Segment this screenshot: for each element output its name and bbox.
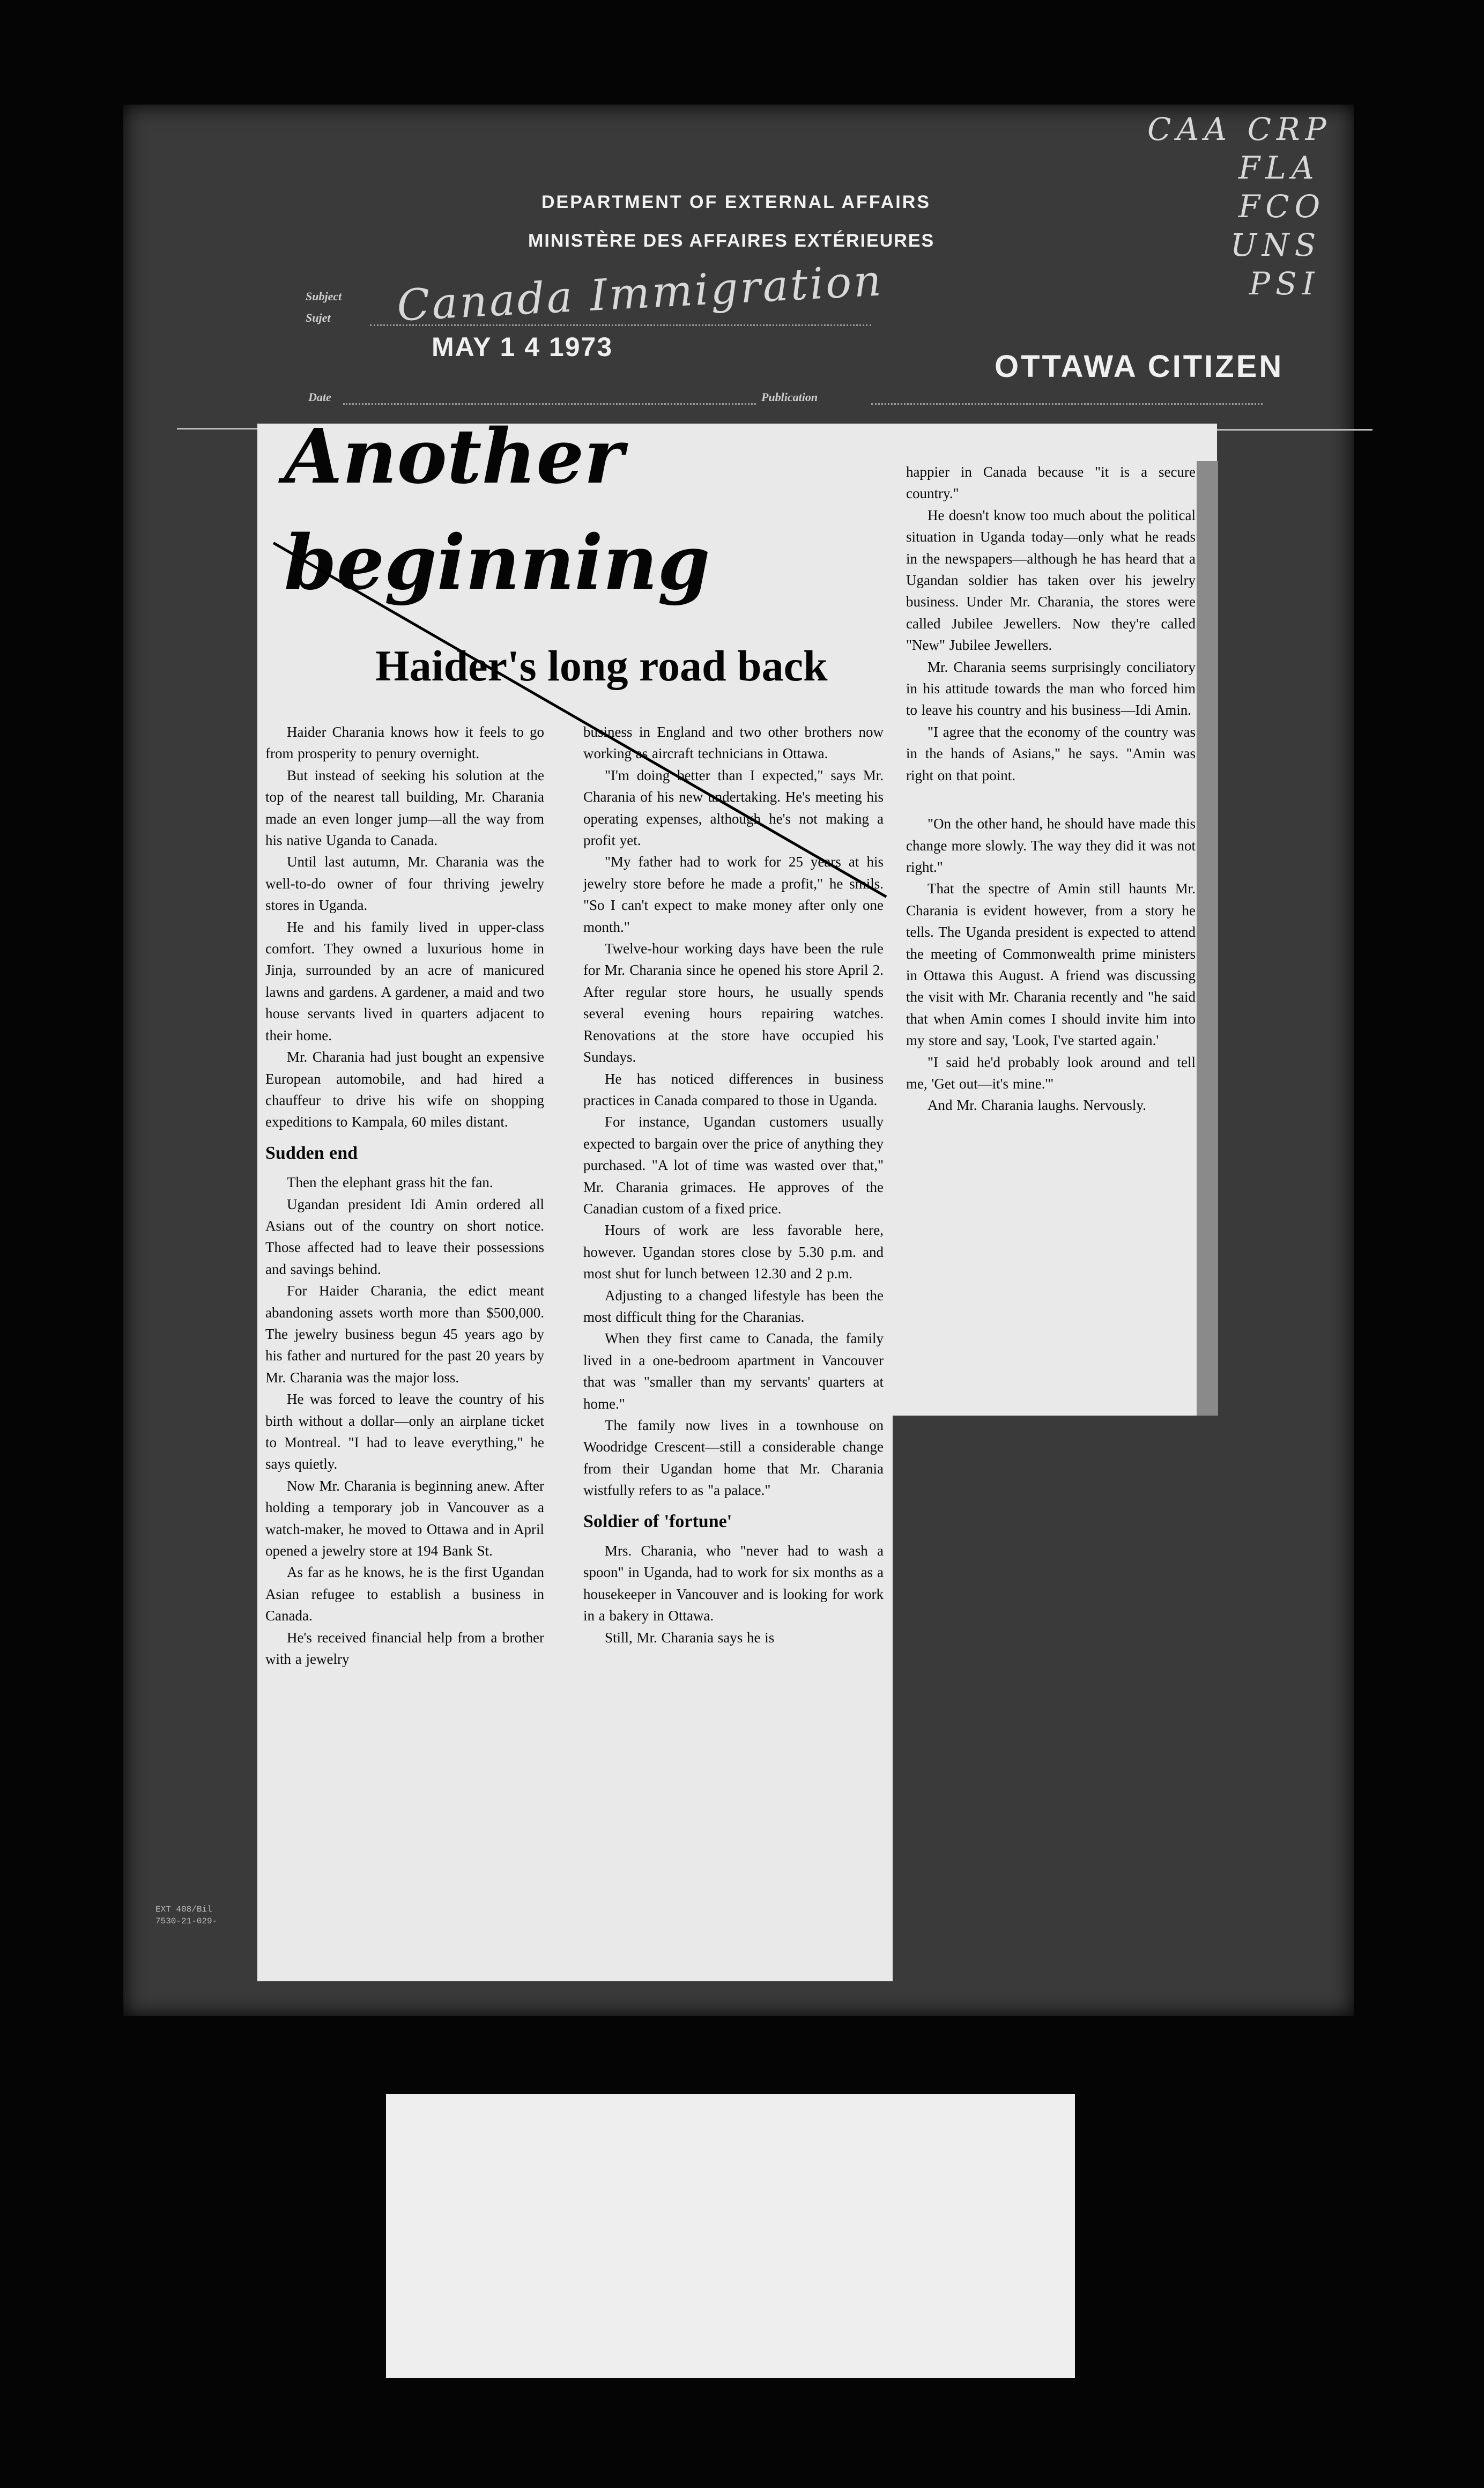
subject-label-en: Subject: [306, 290, 342, 303]
paragraph: But instead of seeking his solution at the top of the nearest tall building, Mr. Charania made an even longer jump—all the way from his native Uganda to Canada.: [265, 767, 544, 849]
article-subhead: Haider's long road back: [375, 641, 828, 690]
publication-stamp: OTTAWA CITIZEN: [995, 349, 1284, 384]
paragraph: Mrs. Charania, who "never had to wash a spoon" in Uganda, had to work for six months as a housekeeper in Vancouver and is looking for work in a bakery in Ottawa.: [583, 1543, 884, 1624]
date-stamp: MAY 1 4 1973: [432, 332, 613, 362]
publication-label: Publication: [761, 390, 818, 404]
paragraph: For instance, Ugandan customers usually expected to bargain over the price of anything they purchased. "A lot of time was wasted over that," Mr. Charania grimaces. He approves of the Canadian custom of a fixed price.: [583, 1114, 884, 1217]
paragraph: Ugandan president Idi Amin ordered all Asians out of the country on short notice. Those affected had to leave their possessions and savings behind.: [265, 1196, 544, 1277]
department-heading-en: DEPARTMENT OF EXTERNAL AFFAIRS: [541, 192, 931, 212]
paragraph: When they first came to Canada, the family lived in a one-bedroom apartment in Vancouver that was "smaller than my servants' quarters at home.": [583, 1330, 884, 1412]
paragraph: Still, Mr. Charania says he is: [605, 1629, 775, 1646]
clipping-edge-shadow: [1197, 461, 1218, 1416]
article-column-2: [583, 721, 884, 1648]
date-label: Date: [308, 390, 331, 404]
paragraph: Twelve-hour working days have been the rule for Mr. Charania since he opened his store April 2. After regular store hours, he usually spends several evening hours repairing watches. Renovations at the store have occupied his Sundays.: [583, 941, 884, 1065]
paragraph: Now Mr. Charania is beginning anew. After holding a temporary job in Vancouver as a watch-maker, he moved to Ottawa and in April opened a jewelry store at 194 Bank St.: [265, 1477, 544, 1559]
subject-line: [370, 324, 871, 326]
publication-line: [871, 403, 1263, 405]
routing-code: FLA: [1238, 150, 1319, 186]
annotation-line: 7530-21-029-: [155, 1916, 218, 1926]
paragraph: He was forced to leave the country of his birth without a dollar—only an airplane ticket to Montreal. "I had to leave everything," he says quietly.: [265, 1391, 544, 1472]
headline-line-1: Another: [284, 413, 624, 501]
blank-card: [386, 2094, 1075, 2378]
paragraph: Adjusting to a changed lifestyle has been the most difficult thing for the Charanias.: [583, 1287, 884, 1325]
headline-line-2: beginning: [284, 519, 710, 607]
routing-code: PSI: [1249, 265, 1320, 302]
margin-annotation: [155, 1904, 217, 1927]
paragraph: "My father had to work for 25 years at his jewelry store before he made a profit," he smils. "So I can't expect to make money after only one month.": [583, 854, 884, 935]
paragraph: Mr. Charania had just bought an expensive European automobile, and had hired a chauffeur to drive his wife on shopping expeditions to Kampala, 60 miles distant.: [265, 1049, 544, 1130]
paragraph: Then the elephant grass hit the fan.: [287, 1174, 493, 1191]
left-margin-rule: [177, 428, 257, 430]
department-heading-fr: MINISTÈRE DES AFFAIRES EXTÉRIEURES: [528, 231, 935, 251]
paragraph: "I'm doing better than I expected," says Mr. Charania of his new undertaking. He's meeting his operating expenses, although he's not making a profit yet.: [583, 767, 884, 849]
section-subheading: Sudden end: [265, 1143, 358, 1163]
paragraph: "On the other hand, he should have made this change more slowly. The way they did it was not right.": [906, 816, 1196, 875]
paragraph: Hours of work are less favorable here, however. Ugandan stores close by 5.30 p.m. and most shut for lunch between 12.30 and 2 p.m.: [583, 1222, 884, 1282]
article-column-3: [906, 461, 1196, 1116]
paragraph: As far as he knows, he is the first Ugandan Asian refugee to establish a business in Canada.: [265, 1564, 544, 1624]
paragraph: He has noticed differences in business practices in Canada compared to those in Uganda.: [583, 1070, 884, 1108]
paragraph: He's received financial help from a brother with a jewelry: [265, 1629, 544, 1668]
paragraph: happier in Canada because "it is a secure country.": [906, 464, 1196, 502]
routing-code: CAA CRP: [1147, 111, 1332, 147]
paragraph: He and his family lived in upper-class comfort. They owned a luxurious home in Jinja, surrounded by an acre of manicured lawns and gardens. A gardener, a maid and two house servants lived in quarters adjacent to their home.: [265, 919, 544, 1043]
paragraph: That the spectre of Amin still haunts Mr. Charania is evident however, from a story he tells. The Uganda president is expected to attend the meeting of Commonwealth prime ministers in Ottawa this August. A friend was discussing the visit with Mr. Charania recently and "he said that when Amin comes I should invite him into my store and say, 'Look, I've started again.': [906, 880, 1196, 1049]
paragraph: Until last autumn, Mr. Charania was the well-to-do owner of four thriving jewelry stores in Uganda.: [265, 854, 544, 914]
annotation-line: EXT 408/Bil: [155, 1905, 212, 1914]
section-subheading: Soldier of 'fortune': [583, 1511, 732, 1531]
subject-handwriting: Canada Immigration: [396, 255, 885, 331]
paragraph: The family now lives in a townhouse on Woodridge Crescent—still a considerable change from their Ugandan home that Mr. Charania wistfully refers to as "a palace.": [583, 1417, 884, 1499]
paragraph: And Mr. Charania laughs. Nervously.: [928, 1097, 1146, 1114]
paragraph: "I said he'd probably look around and tell me, 'Get out—it's mine.'": [906, 1054, 1196, 1092]
date-line: [343, 403, 756, 405]
paragraph: For Haider Charania, the edict meant abandoning assets worth more than $500,000. The jewelry business begun 45 years ago by his father and nurtured for the past 20 years by Mr. Charania was the major loss.: [265, 1283, 544, 1386]
subject-label-fr: Sujet: [306, 311, 331, 324]
routing-codes-handwriting: [1147, 110, 1372, 303]
paragraph: business in England and two other brothers now working as aircraft technicians in Ottawa.: [583, 724, 884, 762]
routing-code: FCO: [1238, 188, 1326, 225]
paragraph: Mr. Charania seems surprisingly conciliatory in his attitude towards the man who forced him to leave his country and his business—Idi Amin.: [906, 658, 1196, 719]
article-column-1: [265, 721, 544, 1670]
paragraph: Haider Charania knows how it feels to go from prosperity to penury overnight.: [265, 724, 544, 762]
paragraph: He doesn't know too much about the political situation in Uganda today—only what he reads in the newspapers—although he has heard that a Ugandan soldier has taken over his jewelry business. Under Mr. Charania, the stores were called Jubilee Jewellers. Now they're called "New" Jubilee Jewellers.: [906, 507, 1196, 654]
routing-code: UNS: [1230, 227, 1322, 263]
paragraph: "I agree that the economy of the country was in the hands of Asians," he says. "Amin was right on that point.: [906, 723, 1196, 783]
